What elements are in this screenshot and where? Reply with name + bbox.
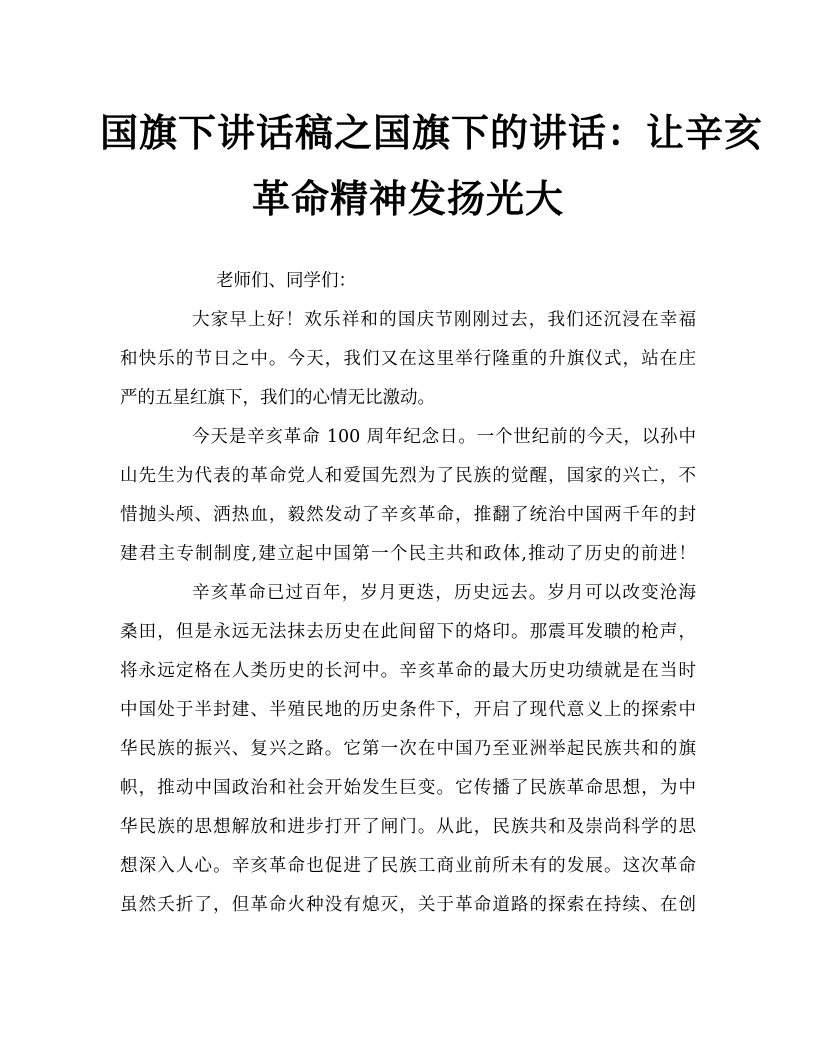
paragraph-line: 虽然夭折了，但革命火种没有熄灭，关于革命道路的探索在持续、在创 [120, 895, 696, 915]
paragraph-3 [120, 574, 696, 925]
paragraph-line: 建君主专制制度,建立起中国第一个民主共和政体,推动了历史的前进！ [120, 544, 696, 564]
paragraph-line: 桑田，但是永远无法抹去历史在此间留下的烙印。那震耳发聩的枪声， [120, 622, 696, 642]
paragraph-line: 今天是辛亥革命 100 周年纪念日。一个世纪前的今天，以孙中 [192, 427, 696, 447]
document-title [100, 100, 764, 232]
document-body [120, 262, 696, 925]
paragraph-2 [120, 418, 696, 574]
paragraph-line: 严的五星红旗下，我们的心情无比激动。 [120, 388, 435, 408]
paragraph-line: 想深入人心。辛亥革命也促进了民族工商业前所未有的发展。这次革命 [120, 856, 696, 876]
paragraph-line: 惜抛头颅、洒热血，毅然发动了辛亥革命，推翻了统治中国两千年的封 [120, 505, 696, 525]
paragraph-line: 将永远定格在人类历史的长河中。辛亥革命的最大历史功绩就是在当时 [120, 661, 696, 681]
paragraph-line: 华民族的思想解放和进步打开了闸门。从此，民族共和及崇尚科学的思 [120, 817, 696, 837]
paragraph-line: 和快乐的节日之中。今天，我们又在这里举行隆重的升旗仪式，站在庄 [120, 349, 696, 369]
paragraph-1 [120, 301, 696, 418]
paragraph-line: 帜，推动中国政治和社会开始发生巨变。它传播了民族革命思想，为中 [120, 778, 696, 798]
paragraph-line: 华民族的振兴、复兴之路。它第一次在中国乃至亚洲举起民族共和的旗 [120, 739, 696, 759]
salutation: 老师们、同学们： [216, 271, 356, 291]
title-line-1: 国旗下讲话稿之国旗下的讲话：让辛亥 [100, 110, 764, 155]
paragraph-line: 中国处于半封建、半殖民地的历史条件下，开启了现代意义上的探索中 [120, 700, 696, 720]
paragraph-line: 大家早上好！欢乐祥和的国庆节刚刚过去，我们还沉浸在幸福 [192, 310, 696, 330]
title-line-2: 革命精神发扬光大 [251, 176, 564, 221]
paragraph-line: 山先生为代表的革命党人和爱国先烈为了民族的觉醒，国家的兴亡，不 [120, 466, 696, 486]
paragraph-line: 辛亥革命已过百年，岁月更迭，历史远去。岁月可以改变沧海 [192, 583, 696, 603]
